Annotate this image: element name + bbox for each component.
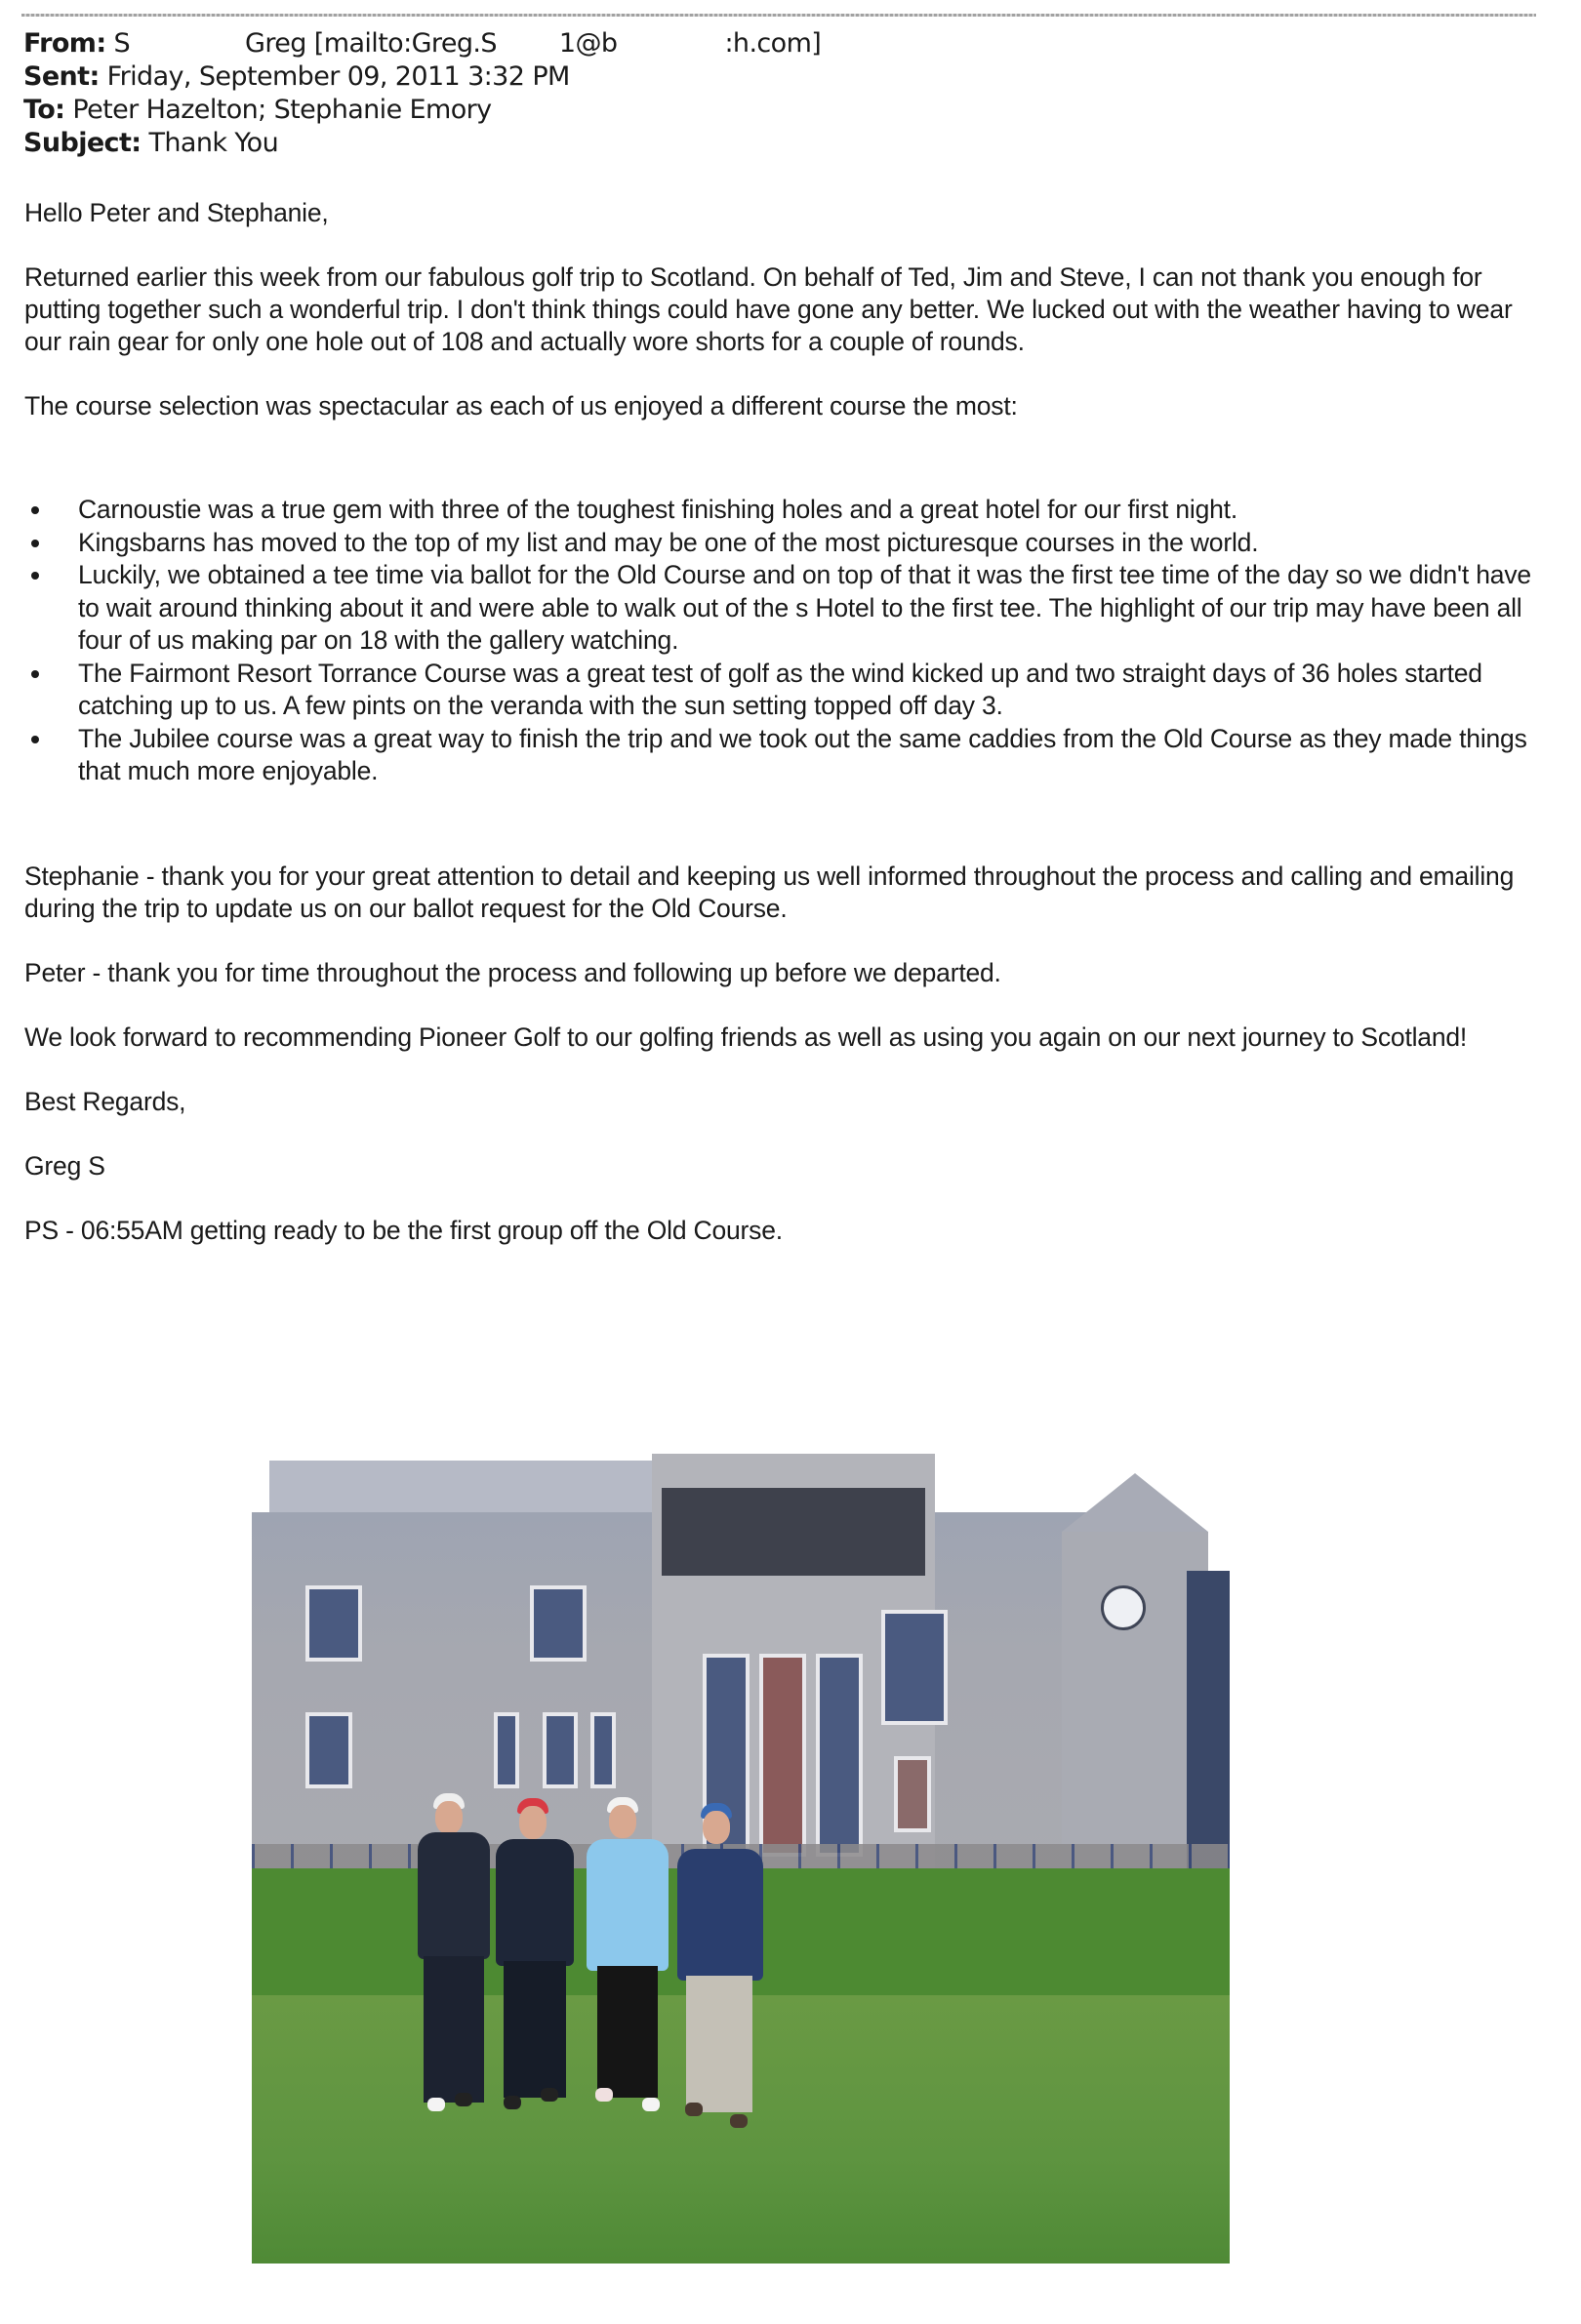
from-value-part-2[interactable]: Greg [mailto:Greg.S xyxy=(245,28,497,59)
to-label: To: xyxy=(23,95,65,125)
list-item: Luckily, we obtained a tee time via ballot for the Old Course and on top of that it was the first tee time of the day so we didn't have to wait around thinking about it and were able to walk out of the s Hotel to the first tee. The highlight of our trip may have been all four of us making par on 18 with the gallery watching. xyxy=(24,559,1547,658)
clubhouse-roof xyxy=(269,1461,665,1519)
course-intro-paragraph: The course selection was spectacular as each of us enjoyed a different course the most: xyxy=(24,391,1018,421)
course-list xyxy=(24,494,1547,788)
from-value-part-3: 1@b xyxy=(558,28,618,59)
window xyxy=(881,1610,948,1725)
window xyxy=(305,1585,362,1662)
window xyxy=(894,1756,931,1832)
sent-label: Sent: xyxy=(23,61,100,92)
clock-icon xyxy=(1101,1585,1146,1630)
subject-label: Subject: xyxy=(23,128,142,158)
sent-line xyxy=(23,60,570,94)
email-body-top xyxy=(24,197,1547,422)
list-item: The Fairmont Resort Torrance Course was a great test of golf as the wind kicked up and two straight days of 36 holes started catching up to us. A few pints on the veranda with the sun setting topped off day 3. xyxy=(24,658,1547,723)
peter-paragraph: Peter - thank you for time throughout the process and following up before we departed. xyxy=(24,958,1001,987)
window xyxy=(543,1712,578,1788)
stephanie-paragraph: Stephanie - thank you for your great attention to detail and keeping us well informed throughout the process and calling and emailing during the trip to update us on our ballot request for the Old Course. xyxy=(24,861,1515,923)
sent-value: Friday, September 09, 2011 3:32 PM xyxy=(106,61,570,92)
golf-group-photo xyxy=(252,1454,1230,2264)
window xyxy=(590,1712,616,1788)
from-value-part-4: :h.com] xyxy=(724,28,822,59)
intro-paragraph: Returned earlier this week from our fabulous golf trip to Scotland. On behalf of Ted, Jim and Steve, I can not thank you enough for putting together such a wonderful trip. I don't think things could have gone any better. We lucked out with the weather having to wear our rain gear for only one hole out of 108 and actually wore shorts for a couple of rounds. xyxy=(24,262,1513,356)
tree xyxy=(1187,1571,1230,1868)
bay-window xyxy=(759,1654,806,1857)
to-line xyxy=(23,94,492,127)
clubhouse-veranda xyxy=(662,1488,925,1576)
signoff: Best Regards, xyxy=(24,1087,186,1116)
window xyxy=(494,1712,519,1788)
from-label: From: xyxy=(23,28,106,59)
subject-value: Thank You xyxy=(148,128,279,158)
window xyxy=(530,1585,587,1662)
window xyxy=(305,1712,352,1788)
email-body-bottom xyxy=(24,861,1547,1247)
header-divider xyxy=(21,14,1536,17)
signature: Greg S xyxy=(24,1151,105,1181)
clock-tower-gable xyxy=(1062,1473,1208,1532)
bay-window xyxy=(816,1654,863,1857)
greeting: Hello Peter and Stephanie, xyxy=(24,198,329,227)
to-value: Peter Hazelton; Stephanie Emory xyxy=(72,95,492,125)
subject-line xyxy=(23,127,278,160)
from-value-part-1: S xyxy=(113,28,131,59)
postscript: PS - 06:55AM getting ready to be the first group off the Old Course. xyxy=(24,1216,783,1245)
list-item: Kingsbarns has moved to the top of my list and may be one of the most picturesque courses in the world. xyxy=(24,527,1547,560)
list-item: Carnoustie was a true gem with three of the toughest finishing holes and a great hotel for our first night. xyxy=(24,494,1547,527)
from-line xyxy=(23,27,821,60)
list-item: The Jubilee course was a great way to finish the trip and we took out the same caddies from the Old Course as they made things that much more enjoyable. xyxy=(24,723,1547,788)
closing-paragraph: We look forward to recommending Pioneer Golf to our golfing friends as well as using you again on our next journey to Scotland! xyxy=(24,1022,1468,1052)
